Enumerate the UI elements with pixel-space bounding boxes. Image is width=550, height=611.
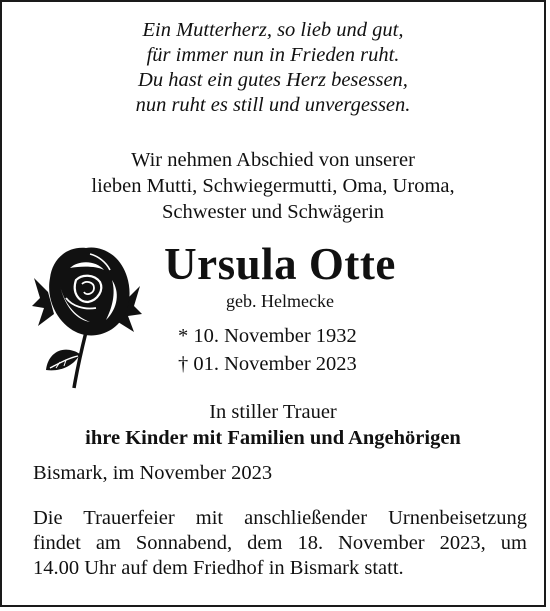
poem-line: nun ruht es still und unvergessen. xyxy=(135,94,411,116)
death-date: † 01. November 2023 xyxy=(178,353,357,375)
life-dates xyxy=(178,322,357,378)
funeral-line: 14.00 Uhr auf dem Friedhof in Bismark statt. xyxy=(33,557,404,579)
poem-line: für immer nun in Frieden ruht. xyxy=(146,44,400,66)
farewell-intro xyxy=(2,147,544,225)
intro-line: Schwester und Schwägerin xyxy=(161,201,385,223)
mourning-heading: In stiller Trauer xyxy=(209,401,337,423)
rose-icon xyxy=(30,240,142,390)
birth-date: * 10. November 1932 xyxy=(178,325,357,347)
funeral-line: Die Trauerfeier mit anschließender Urnenbeisetzung xyxy=(33,507,527,529)
poem xyxy=(2,18,544,118)
poem-line: Ein Mutterherz, so lieb und gut, xyxy=(142,19,404,41)
intro-line: lieben Mutti, Schwiegermutti, Oma, Uroma, xyxy=(91,175,455,197)
mourners xyxy=(2,399,544,451)
place-and-date: Bismark, im November 2023 xyxy=(33,462,273,484)
deceased-name: Ursula Otte xyxy=(164,239,396,289)
funeral-line: findet am Sonnabend, dem 18. November 2023, um xyxy=(33,532,527,554)
poem-line: Du hast ein gutes Herz besessen, xyxy=(138,69,408,91)
funeral-notice xyxy=(33,506,527,581)
intro-line: Wir nehmen Abschied von unserer xyxy=(131,149,415,171)
maiden-name: geb. Helmecke xyxy=(226,291,334,311)
mourners-names: ihre Kinder mit Familien und Angehörigen xyxy=(85,427,461,449)
